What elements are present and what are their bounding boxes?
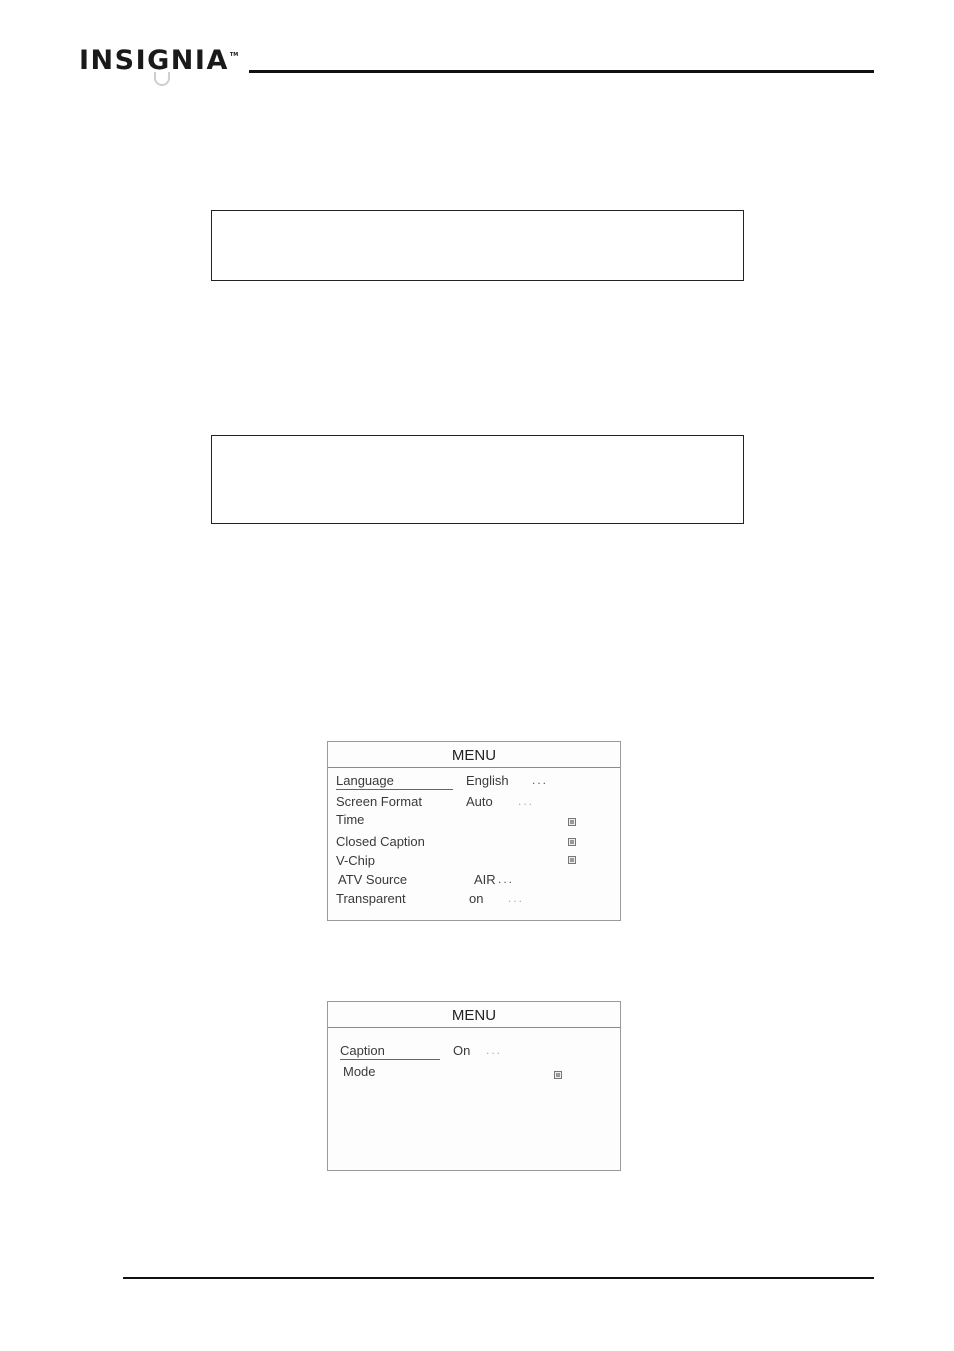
submenu-icon	[568, 818, 576, 826]
menu-row-dots: ...	[518, 794, 535, 808]
menu-row-dots: ...	[532, 773, 549, 787]
submenu-icon	[568, 856, 576, 864]
osd-menu-title: MENU	[328, 742, 620, 768]
header-rule	[249, 70, 874, 73]
menu-row-label: Closed Caption	[336, 834, 425, 849]
selection-underline	[340, 1059, 440, 1060]
menu-row-value: on	[469, 891, 484, 906]
menu-row-label: Screen Format	[336, 794, 422, 809]
submenu-icon	[568, 838, 576, 846]
footer-rule	[123, 1277, 874, 1279]
menu-row-value: On	[453, 1043, 471, 1058]
menu-row-label: ATV Source	[338, 872, 408, 887]
menu-row-value: AIR	[474, 872, 496, 887]
menu-row-label: Language	[336, 773, 394, 788]
selection-underline	[336, 789, 453, 790]
menu-row-dots: ...	[508, 891, 525, 905]
brand-name: INSIGNIA	[79, 45, 229, 76]
logo-swoosh-icon	[154, 72, 170, 86]
menu-row-label: Transparent	[336, 891, 406, 906]
menu-row-label: Caption	[340, 1043, 385, 1058]
osd-caption-menu	[327, 1001, 621, 1171]
osd-menu-title: MENU	[328, 1002, 620, 1028]
menu-row-label: V-Chip	[336, 853, 376, 868]
menu-row-dots: ...	[486, 1043, 503, 1057]
note-box	[211, 435, 744, 524]
insignia-logo	[79, 44, 238, 78]
menu-row-dots: ...	[498, 872, 515, 886]
osd-main-menu	[327, 741, 621, 921]
trademark-mark: TM	[229, 52, 239, 58]
note-box	[211, 210, 744, 281]
menu-row-value: Auto	[466, 794, 493, 809]
menu-row-value: English	[466, 773, 509, 788]
menu-row-label: Time	[336, 812, 365, 827]
submenu-icon	[554, 1071, 562, 1079]
menu-row-label: Mode	[343, 1064, 376, 1079]
